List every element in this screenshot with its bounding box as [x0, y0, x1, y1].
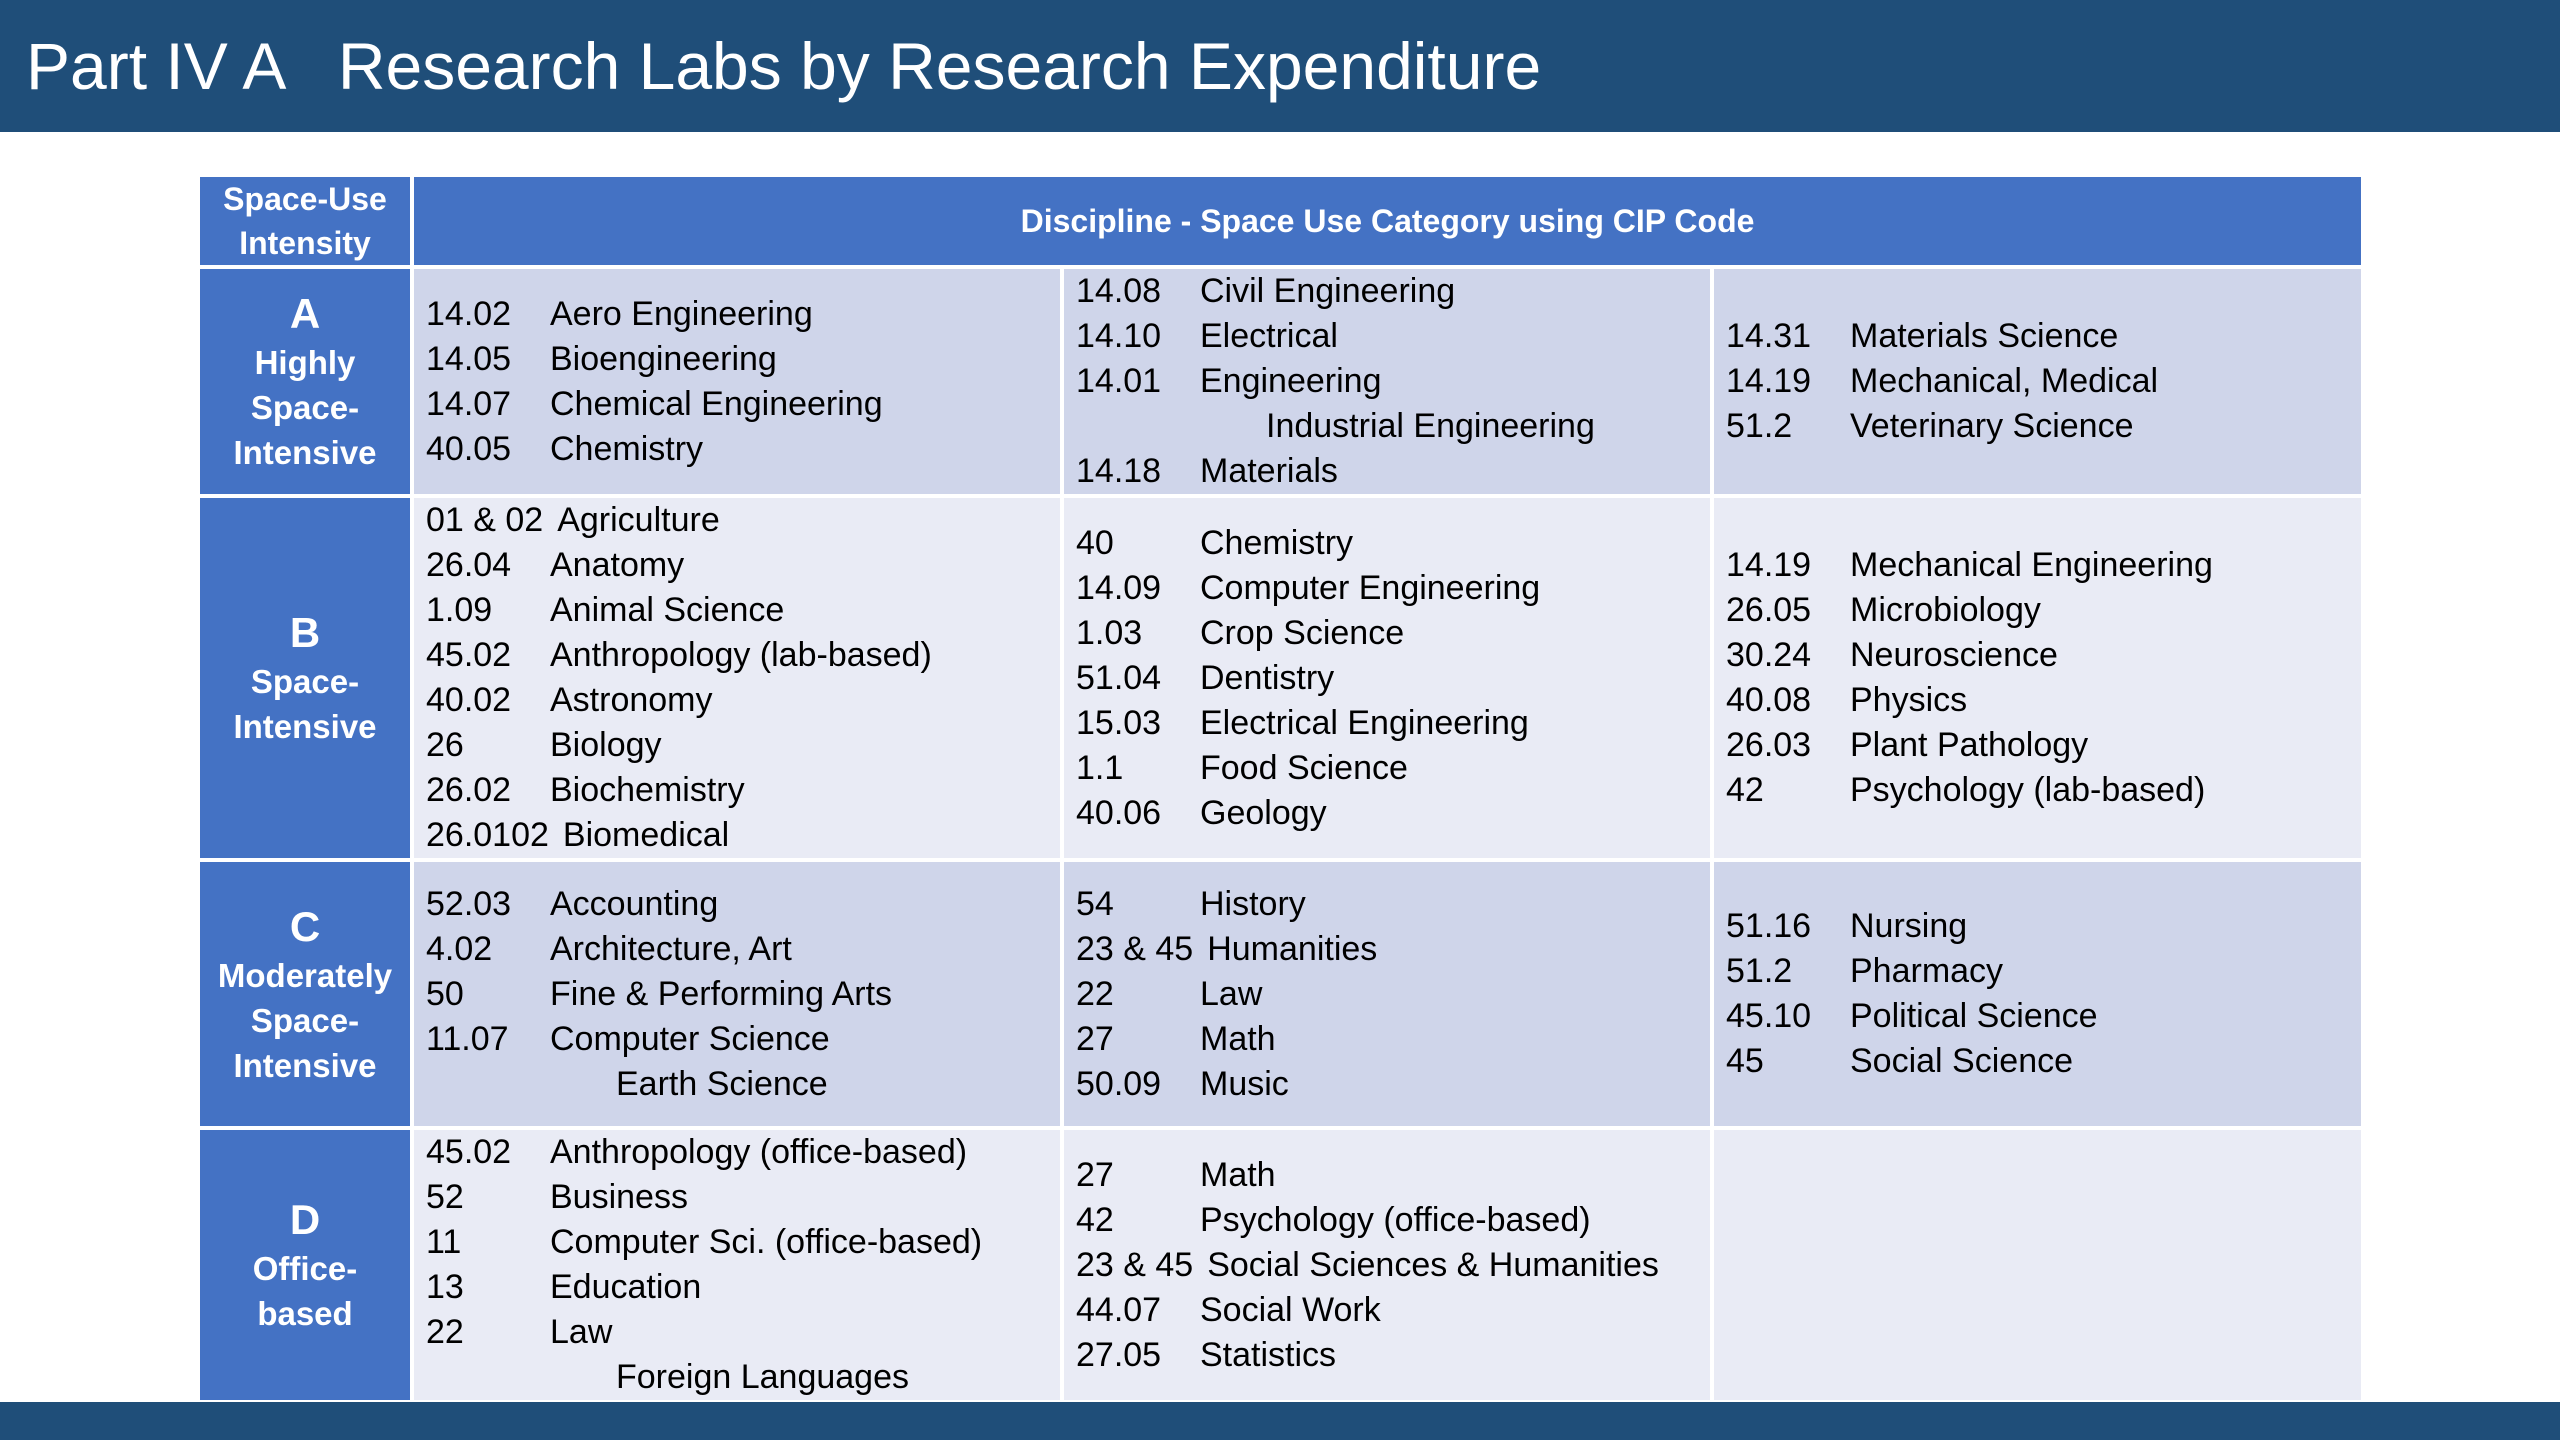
discipline-entry: [1726, 1039, 2361, 1084]
cip-code: 27: [1076, 1155, 1114, 1194]
discipline-entry: [1076, 566, 1710, 611]
discipline-entry: [1076, 1153, 1710, 1198]
discipline-name: Statistics: [1200, 1335, 1337, 1374]
discipline-name: Electrical Engineering: [1200, 703, 1529, 742]
discipline-name: Animal Science: [550, 591, 785, 629]
cip-code: 23 & 45: [1076, 1245, 1194, 1284]
discipline-name: Math: [1200, 1155, 1276, 1194]
cip-code: 1.1: [1076, 748, 1124, 787]
cip-code: 13: [426, 1268, 464, 1306]
discipline-entry: [426, 633, 1060, 678]
cip-code: 14.07: [426, 384, 512, 423]
cip-code: 1.03: [1076, 613, 1143, 652]
category-description-line: Intensive: [233, 434, 377, 471]
cell-d-col2: [1062, 1128, 1712, 1402]
cip-code: 51.04: [1076, 658, 1162, 697]
cip-code: 51.2: [1726, 407, 1793, 445]
cip-code: 14.02: [426, 294, 512, 333]
discipline-name: Electrical: [1200, 317, 1338, 355]
discipline-name: Physics: [1850, 681, 1968, 719]
cip-code: 14.19: [1726, 546, 1812, 584]
discipline-name: Mechanical, Medical: [1850, 362, 2159, 400]
discipline-entry: [426, 427, 1060, 472]
discipline-entry: [426, 382, 1060, 427]
discipline-entry: [426, 337, 1060, 382]
discipline-name: Anthropology (lab-based): [550, 636, 932, 674]
discipline-name: Agriculture: [557, 501, 720, 539]
discipline-entry: [1076, 701, 1710, 746]
cip-code: 14.10: [1076, 317, 1162, 355]
discipline-name: Crop Science: [1200, 613, 1405, 652]
cip-code: 14.19: [1726, 362, 1812, 400]
discipline-name: Veterinary Science: [1850, 407, 2134, 445]
cip-code: 45: [1726, 1042, 1764, 1080]
discipline-entry: [426, 498, 1060, 543]
category-row-c: [198, 860, 2363, 1128]
cell-a-col3: [1712, 267, 2363, 496]
discipline-name: Computer Science: [550, 1019, 830, 1058]
category-label-c: [198, 860, 412, 1128]
discipline-entry: [426, 1265, 1060, 1310]
discipline-name: Fine & Performing Arts: [550, 974, 893, 1013]
cip-code: 26.03: [1726, 726, 1812, 764]
discipline-entry: [1076, 359, 1710, 404]
cip-code: 27: [1076, 1019, 1114, 1058]
discipline-name: Pharmacy: [1850, 952, 2004, 990]
discipline-name: Neuroscience: [1850, 636, 2058, 674]
discipline-list: [1714, 543, 2361, 813]
discipline-entry: [1726, 904, 2361, 949]
discipline-entry: [426, 723, 1060, 768]
discipline-name: Law: [550, 1313, 613, 1351]
cip-code: 27.05: [1076, 1335, 1162, 1374]
category-label-d: [198, 1128, 412, 1402]
discipline-entry: [1076, 1243, 1710, 1288]
category-label-b: [198, 496, 412, 860]
cip-code: 1.09: [426, 591, 493, 629]
category-description-line: Intensive: [233, 1046, 377, 1084]
discipline-entry: [1726, 768, 2361, 813]
discipline-entry: [1726, 359, 2361, 404]
cip-code: 51.16: [1726, 907, 1812, 945]
discipline-entry: [1076, 1333, 1710, 1378]
title-bar: [0, 0, 2560, 132]
category-description-line: Office-: [252, 1250, 358, 1287]
discipline-name: Music: [1200, 1064, 1289, 1103]
table-header-row: [198, 175, 2363, 267]
discipline-list: [1064, 521, 1710, 836]
cell-d-col1: [412, 1128, 1062, 1402]
category-description-line: Highly: [254, 344, 356, 381]
discipline-name: Education: [550, 1268, 702, 1306]
discipline-entry: [426, 1310, 1060, 1355]
discipline-name: Nursing: [1850, 907, 1968, 945]
cip-code: 50: [426, 974, 464, 1013]
discipline-entry: [1076, 269, 1710, 314]
category-description-line: Intensive: [233, 708, 377, 745]
discipline-list: [414, 1130, 1060, 1400]
cip-code: 50.09: [1076, 1064, 1162, 1103]
category-row-d: [198, 1128, 2363, 1402]
cell-b-col2: [1062, 496, 1712, 860]
discipline-entry: [1726, 633, 2361, 678]
discipline-entry: [426, 292, 1060, 337]
discipline-entry: [426, 1175, 1060, 1220]
cip-code: 22: [426, 1313, 464, 1351]
discipline-list: [1064, 882, 1710, 1107]
discipline-name: Computer Sci. (office-based): [550, 1223, 983, 1261]
cip-code: 14.09: [1076, 568, 1162, 607]
discipline-list: [414, 882, 1060, 1107]
cip-code: 40.05: [426, 429, 512, 468]
discipline-entry: [1726, 949, 2361, 994]
discipline-entry: [426, 1017, 1060, 1062]
discipline-name: Materials: [1200, 452, 1338, 490]
cell-b-col1: [412, 496, 1062, 860]
cip-code: 15.03: [1076, 703, 1162, 742]
category-row-b: [198, 496, 2363, 860]
cip-code: 40: [1076, 523, 1114, 562]
discipline-list: [1064, 1153, 1710, 1378]
discipline-name: Engineering: [1200, 362, 1382, 400]
discipline-name: Math: [1200, 1019, 1276, 1058]
cip-code: 14.18: [1076, 452, 1162, 490]
cip-code: 14.01: [1076, 362, 1162, 400]
category-description-line: Space-: [250, 389, 360, 426]
discipline-entry: [1076, 1062, 1710, 1107]
cip-code: 40.06: [1076, 793, 1162, 832]
discipline-name: Mechanical Engineering: [1850, 546, 2213, 584]
category-description-line: Space-: [250, 663, 360, 700]
discipline-entry: [426, 813, 1060, 858]
space-use-intensity-header: Space-Use Intensity: [198, 175, 412, 267]
discipline-header: Discipline - Space Use Category using CIP Code: [412, 175, 2363, 267]
discipline-entry: [1076, 882, 1710, 927]
discipline-entry: [426, 1220, 1060, 1265]
discipline-entry: [1076, 314, 1710, 359]
cip-code: 52: [426, 1178, 464, 1216]
cip-code: 40.02: [426, 681, 512, 719]
discipline-entry: [1076, 404, 1710, 449]
discipline-entry: [1076, 746, 1710, 791]
discipline-name: Psychology (lab-based): [1850, 771, 2206, 809]
cip-code: 14.05: [426, 339, 512, 378]
cip-code: 52.03: [426, 884, 512, 923]
discipline-entry: [426, 1355, 1060, 1400]
discipline-entry: [426, 927, 1060, 972]
discipline-entry: [1076, 611, 1710, 656]
cip-code: 26.05: [1726, 591, 1812, 629]
discipline-entry: [1076, 449, 1710, 494]
discipline-entry: [1076, 521, 1710, 566]
discipline-entry: [1076, 1198, 1710, 1243]
discipline-list: [1064, 269, 1710, 494]
category-letter: D: [289, 1196, 321, 1243]
discipline-name: Chemistry: [1200, 523, 1354, 562]
discipline-name: Plant Pathology: [1850, 726, 2089, 764]
discipline-entry: [426, 768, 1060, 813]
cip-code: 01 & 02: [426, 501, 544, 539]
cip-code: 14.31: [1726, 317, 1812, 355]
discipline-entry: [1726, 723, 2361, 768]
discipline-name: Architecture, Art: [550, 929, 792, 968]
discipline-name: Business: [550, 1178, 688, 1216]
discipline-name: Social Sciences & Humanities: [1207, 1245, 1659, 1284]
discipline-name: Accounting: [550, 884, 719, 923]
discipline-name: Psychology (office-based): [1200, 1200, 1591, 1239]
discipline-name: Political Science: [1850, 997, 2098, 1035]
cip-code: 26: [426, 726, 464, 764]
discipline-name: Chemical Engineering: [550, 384, 883, 423]
discipline-list: [1714, 904, 2361, 1084]
cell-c-col2: [1062, 860, 1712, 1128]
discipline-name: Anthropology (office-based): [550, 1133, 968, 1171]
discipline-name: Bioengineering: [550, 339, 777, 378]
discipline-entry: [1726, 314, 2361, 359]
discipline-entry: [1076, 1017, 1710, 1062]
discipline-name: Social Science: [1850, 1042, 2074, 1080]
cell-c-col3: [1712, 860, 2363, 1128]
discipline-entry: [426, 678, 1060, 723]
category-letter: B: [289, 609, 321, 656]
category-letter: A: [289, 290, 321, 337]
cip-code: 26.0102: [426, 816, 549, 854]
cip-code: 4.02: [426, 929, 493, 968]
discipline-name: Humanities: [1207, 929, 1378, 968]
discipline-name: Dentistry: [1200, 658, 1335, 697]
discipline-entry: [426, 972, 1060, 1017]
discipline-entry: [1076, 927, 1710, 972]
cip-code: 51.2: [1726, 952, 1793, 990]
discipline-entry: [1726, 404, 2361, 449]
cip-code: 40.08: [1726, 681, 1812, 719]
cip-code: 26.02: [426, 771, 512, 809]
category-description-line: Moderately: [217, 956, 393, 994]
category-description-line: Space-: [250, 1001, 360, 1039]
discipline-name: Chemistry: [550, 429, 704, 468]
category-row-a: [198, 267, 2363, 496]
discipline-name: Civil Engineering: [1200, 272, 1456, 310]
cell-a-col2: [1062, 267, 1712, 496]
cip-code: 45.02: [426, 1133, 512, 1171]
discipline-entry: [1076, 791, 1710, 836]
discipline-name: Industrial Engineering: [1266, 407, 1595, 445]
footer-bar: [0, 1402, 2560, 1440]
discipline-entry: [426, 1062, 1060, 1107]
discipline-name: Anatomy: [550, 546, 685, 584]
cell-c-col1: [412, 860, 1062, 1128]
cip-code: 26.04: [426, 546, 512, 584]
discipline-name: Astronomy: [550, 681, 713, 719]
discipline-name: Biochemistry: [550, 771, 745, 809]
discipline-name: Microbiology: [1850, 591, 2041, 629]
cip-code: 45.02: [426, 636, 512, 674]
cip-code: 14.08: [1076, 272, 1162, 310]
cip-code: 11: [426, 1223, 462, 1261]
discipline-name: Geology: [1200, 793, 1327, 832]
category-description-line: based: [257, 1295, 353, 1332]
discipline-name: Social Work: [1200, 1290, 1381, 1329]
discipline-name: History: [1200, 884, 1306, 923]
cip-code: 44.07: [1076, 1290, 1162, 1329]
discipline-entry: [1076, 972, 1710, 1017]
cip-code: 45.10: [1726, 997, 1812, 1035]
discipline-entry: [1076, 656, 1710, 701]
cip-code: 42: [1726, 771, 1764, 809]
discipline-name: Biomedical: [562, 816, 730, 854]
cell-b-col3: [1712, 496, 2363, 860]
discipline-entry: [1726, 543, 2361, 588]
cip-code: 42: [1076, 1200, 1114, 1239]
cip-code: 23 & 45: [1076, 929, 1194, 968]
discipline-entry: [426, 1130, 1060, 1175]
category-letter: C: [289, 902, 321, 950]
discipline-name: Foreign Languages: [616, 1358, 910, 1396]
discipline-name: Biology: [550, 726, 662, 764]
discipline-entry: [1726, 994, 2361, 1039]
discipline-list: [1714, 314, 2361, 449]
discipline-list: [414, 498, 1060, 858]
discipline-entry: [1726, 678, 2361, 723]
discipline-name: Law: [1200, 974, 1263, 1013]
discipline-entry: [1076, 1288, 1710, 1333]
discipline-entry: [426, 882, 1060, 927]
discipline-entry: [426, 588, 1060, 633]
discipline-name: Earth Science: [616, 1064, 828, 1103]
cip-code: 22: [1076, 974, 1114, 1013]
slide-title: Part IV A Research Labs by Research Expenditure: [26, 29, 1542, 103]
discipline-list: [414, 292, 1060, 472]
discipline-name: Computer Engineering: [1200, 568, 1541, 607]
discipline-name: Food Science: [1200, 748, 1408, 787]
cell-d-col3: [1712, 1128, 2363, 1402]
cell-a-col1: [412, 267, 1062, 496]
cip-code: 11.07: [426, 1019, 509, 1058]
cip-code: 54: [1076, 884, 1114, 923]
discipline-name: Materials Science: [1850, 317, 2119, 355]
discipline-entry: [426, 543, 1060, 588]
discipline-entry: [1726, 588, 2361, 633]
category-label-a: [198, 267, 412, 496]
cip-code: 30.24: [1726, 636, 1812, 674]
space-use-table: [196, 173, 2365, 1404]
discipline-name: Aero Engineering: [550, 294, 813, 333]
